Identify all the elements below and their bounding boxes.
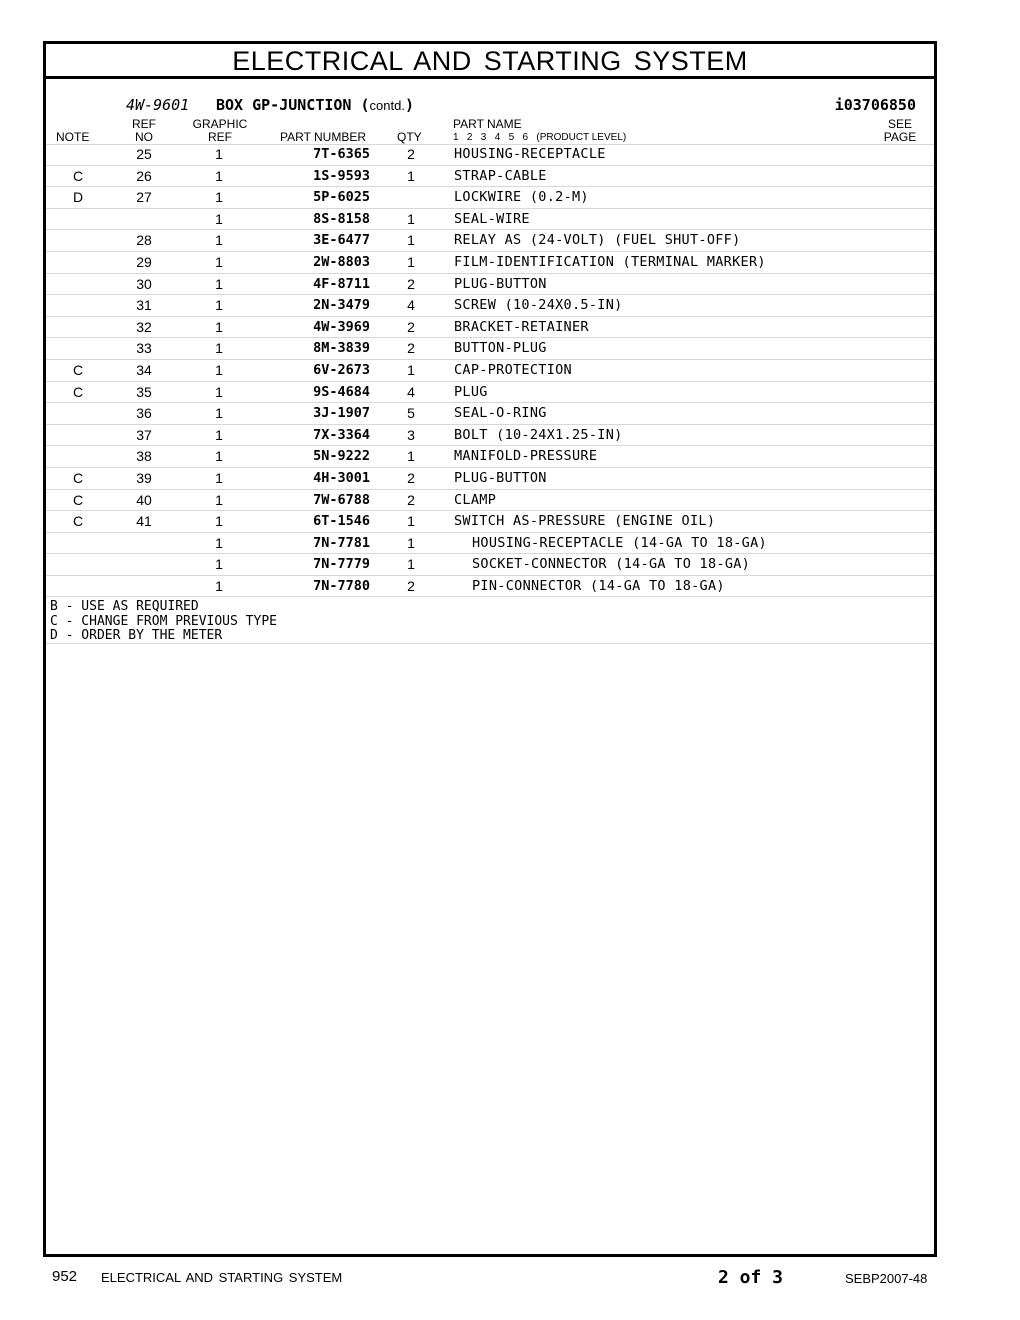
table-row (46, 425, 934, 447)
ref-no-cell: 39 (136, 469, 152, 486)
part-name-cell: PLUG-BUTTON (454, 469, 547, 486)
col-ref-header-top: REF (132, 117, 156, 131)
part-number-cell: 8M-3839 (313, 340, 370, 357)
qty-cell: 5 (407, 405, 415, 422)
part-number-cell: 4F-8711 (313, 275, 370, 292)
graphic-ref-cell: 1 (215, 275, 223, 292)
part-number-cell: 2N-3479 (313, 297, 370, 314)
graphic-ref-cell: 1 (215, 513, 223, 530)
graphic-ref-cell: 1 (215, 405, 223, 422)
qty-cell: 2 (407, 146, 415, 162)
parts-table (46, 144, 934, 597)
table-row (46, 274, 934, 296)
part-name-cell: SEAL-O-RING (454, 405, 547, 422)
table-row (46, 317, 934, 339)
graphic-ref-cell: 1 (215, 232, 223, 249)
col-part-name-header-top: PART NAME (453, 117, 522, 131)
note-c: C - CHANGE FROM PREVIOUS TYPE (50, 613, 277, 629)
qty-cell: 1 (407, 253, 415, 270)
qty-cell: 3 (407, 426, 415, 443)
graphic-ref-cell: 1 (215, 361, 223, 378)
part-number-cell: 1S-9593 (313, 167, 370, 184)
footer-page-number: 952 (52, 1268, 78, 1285)
note-cell: C (72, 383, 84, 400)
part-number-cell: 7N-7779 (313, 556, 370, 573)
part-number-cell: 4W-3969 (313, 318, 370, 335)
part-name-cell: SCREW (10-24X0.5-IN) (454, 297, 623, 314)
note-cell: C (72, 167, 84, 184)
qty-cell: 2 (407, 275, 415, 292)
part-name-cell: MANIFOLD-PRESSURE (454, 448, 598, 465)
ref-no-cell: 35 (136, 383, 152, 400)
graphic-ref-cell: 1 (215, 448, 223, 465)
graphic-ref-cell: 1 (215, 189, 223, 206)
part-number-cell: 7N-7780 (313, 577, 370, 594)
notes-divider (46, 643, 934, 644)
part-number-cell: 4H-3001 (313, 469, 370, 486)
qty-cell: 4 (407, 297, 415, 314)
ref-no-cell: 40 (136, 491, 152, 508)
page-frame (43, 41, 937, 1257)
qty-cell: 2 (407, 577, 415, 594)
qty-cell: 1 (407, 232, 415, 249)
product-level-scale: 1 2 3 4 5 6 (PRODUCT LEVEL) (453, 132, 627, 143)
graphic-ref-cell: 1 (215, 426, 223, 443)
qty-cell: 1 (407, 361, 415, 378)
part-name-cell: FILM-IDENTIFICATION (TERMINAL MARKER) (454, 253, 766, 270)
graphic-ref-cell: 1 (215, 469, 223, 486)
notes-legend (50, 600, 277, 644)
table-row (46, 252, 934, 274)
col-note-header: NOTE (56, 130, 90, 144)
col-graphic-header-top: GRAPHIC (192, 117, 248, 131)
ref-no-cell: 28 (136, 232, 152, 249)
part-number-cell: 6T-1546 (313, 513, 370, 530)
table-row (46, 166, 934, 188)
qty-cell: 4 (407, 383, 415, 400)
ref-no-cell: 33 (136, 340, 152, 357)
group-id: 4W-9601 (126, 96, 190, 114)
graphic-ref-cell: 1 (215, 146, 223, 162)
ref-no-cell: 27 (136, 189, 152, 206)
part-number-cell: 3E-6477 (313, 232, 370, 249)
page-title: ELECTRICAL AND STARTING SYSTEM (46, 44, 934, 79)
col-graphic-header-bottom: REF (208, 130, 232, 144)
graphic-ref-cell: 1 (215, 491, 223, 508)
qty-cell: 2 (407, 318, 415, 335)
table-row (46, 360, 934, 382)
part-number-cell: 5N-9222 (313, 448, 370, 465)
col-see-page-header-bottom: PAGE (883, 130, 917, 144)
part-name-cell: BUTTON-PLUG (454, 340, 547, 357)
note-b: B - USE AS REQUIRED (50, 599, 199, 614)
ref-no-cell: 25 (136, 146, 152, 162)
table-row (46, 576, 934, 598)
illustration-id: i03706850 (834, 96, 916, 114)
part-name-cell: BOLT (10-24X1.25-IN) (454, 426, 623, 443)
part-name-cell: CAP-PROTECTION (454, 361, 572, 378)
group-name (216, 96, 414, 114)
col-graphic-header (192, 118, 248, 144)
part-name-cell: HOUSING-RECEPTACLE (14-GA TO 18-GA) (472, 534, 767, 551)
part-name-cell: STRAP-CABLE (454, 167, 547, 184)
part-name-cell: CLAMP (454, 491, 497, 508)
ref-no-cell: 31 (136, 297, 152, 314)
ref-no-cell: 32 (136, 318, 152, 335)
qty-cell: 1 (407, 167, 415, 184)
table-row (46, 144, 934, 166)
qty-cell: 1 (407, 210, 415, 227)
part-name-cell: SOCKET-CONNECTOR (14-GA TO 18-GA) (472, 556, 751, 573)
footer-document-id: SEBP2007-48 (845, 1271, 928, 1286)
table-row (46, 554, 934, 576)
part-name-cell: PLUG-BUTTON (454, 275, 547, 292)
table-row (46, 209, 934, 231)
ref-no-cell: 37 (136, 426, 152, 443)
part-number-cell: 8S-8158 (313, 210, 370, 227)
group-close: ) (404, 96, 414, 114)
qty-cell: 2 (407, 340, 415, 357)
part-number-cell: 7N-7781 (313, 534, 370, 551)
table-row (46, 230, 934, 252)
col-see-page-header (878, 118, 922, 144)
table-row (46, 338, 934, 360)
part-number-cell: 7X-3364 (313, 426, 370, 443)
part-number-cell: 7T-6365 (313, 146, 370, 162)
ref-no-cell: 38 (136, 448, 152, 465)
table-row (46, 511, 934, 533)
qty-cell: 2 (407, 491, 415, 508)
table-row (46, 187, 934, 209)
part-name-cell: PLUG (454, 383, 488, 400)
part-name-cell: LOCKWIRE (0.2-M) (454, 189, 589, 206)
note-cell: D (72, 189, 84, 206)
table-row (46, 446, 934, 468)
part-name-cell: SEAL-WIRE (454, 210, 530, 227)
qty-cell: 1 (407, 556, 415, 573)
ref-no-cell: 41 (136, 513, 152, 530)
ref-no-cell: 26 (136, 167, 152, 184)
ref-no-cell: 34 (136, 361, 152, 378)
part-name-cell: SWITCH AS-PRESSURE (ENGINE OIL) (454, 513, 716, 530)
part-number-cell: 3J-1907 (313, 405, 370, 422)
part-name-cell: BRACKET-RETAINER (454, 318, 589, 335)
col-see-page-header-top: SEE (887, 117, 912, 131)
graphic-ref-cell: 1 (215, 577, 223, 594)
graphic-ref-cell: 1 (215, 534, 223, 551)
col-qty-header: QTY (397, 130, 422, 144)
note-cell: C (72, 513, 84, 530)
part-number-cell: 5P-6025 (313, 189, 370, 206)
col-part-number-header: PART NUMBER (280, 130, 367, 144)
table-row (46, 490, 934, 512)
note-cell: C (72, 469, 84, 486)
graphic-ref-cell: 1 (215, 210, 223, 227)
graphic-ref-cell: 1 (215, 340, 223, 357)
table-row (46, 295, 934, 317)
part-number-cell: 2W-8803 (313, 253, 370, 270)
part-name-cell: RELAY AS (24-VOLT) (FUEL SHUT-OFF) (454, 232, 741, 249)
part-number-cell: 7W-6788 (313, 491, 370, 508)
table-row (46, 403, 934, 425)
qty-cell: 1 (407, 448, 415, 465)
part-number-cell: 9S-4684 (313, 383, 370, 400)
qty-cell: 2 (407, 469, 415, 486)
part-name-cell: PIN-CONNECTOR (14-GA TO 18-GA) (472, 577, 725, 594)
ref-no-cell: 30 (136, 275, 152, 292)
qty-cell: 1 (407, 534, 415, 551)
note-d: D - ORDER BY THE METER (50, 628, 223, 643)
table-row (46, 533, 934, 555)
graphic-ref-cell: 1 (215, 297, 223, 314)
table-row (46, 468, 934, 490)
col-ref-header-bottom: NO (135, 130, 153, 144)
ref-no-cell: 29 (136, 253, 152, 270)
part-number-cell: 6V-2673 (313, 361, 370, 378)
group-name-text: BOX GP-JUNCTION ( (216, 96, 370, 114)
table-row (46, 382, 934, 404)
graphic-ref-cell: 1 (215, 253, 223, 270)
footer-section: ELECTRICAL AND STARTING SYSTEM (101, 1270, 343, 1285)
graphic-ref-cell: 1 (215, 167, 223, 184)
footer-page-of: 2 of 3 (718, 1267, 784, 1288)
note-cell: C (72, 361, 84, 378)
col-part-name-header (453, 118, 626, 144)
col-ref-header (130, 118, 158, 144)
part-name-cell: HOUSING-RECEPTACLE (454, 146, 606, 162)
contd-label: contd. (369, 98, 405, 113)
ref-no-cell: 36 (136, 405, 152, 422)
graphic-ref-cell: 1 (215, 383, 223, 400)
note-cell: C (72, 491, 84, 508)
qty-cell: 1 (407, 513, 415, 530)
graphic-ref-cell: 1 (215, 318, 223, 335)
graphic-ref-cell: 1 (215, 556, 223, 573)
